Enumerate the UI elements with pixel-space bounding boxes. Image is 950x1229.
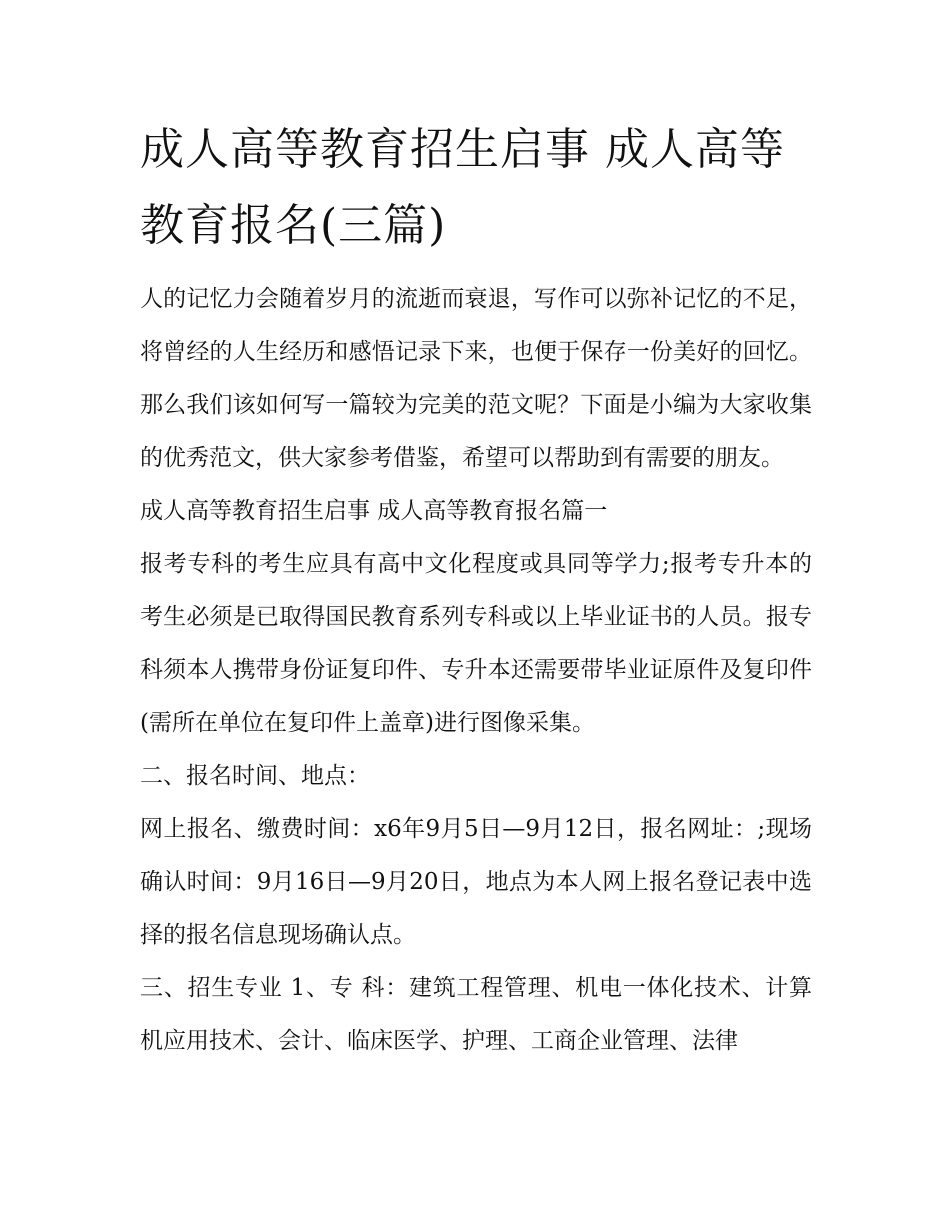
document-title: 成人高等教育招生启事 成人高等教育报名(三篇) (140, 124, 785, 251)
eligibility-paragraph: 报考专科的考生应具有高中文化程度或具同等学力;报考专升本的考生必须是已取得国民教育系列专科或以上毕业证书的人员。报专科须本人携带身份证复印件、专升本还需要带毕业证原件及复印件(需所在单位在复印件上盖章)进行图像采集。 (140, 551, 812, 736)
registration-paragraph: 网上报名、缴费时间：x6年9月5日—9月12日，报名网址：;现场确认时间：9月16日—9月20日，地点为本人网上报名登记表中选择的报名信息现场确认点。 (140, 816, 812, 948)
document-body (140, 273, 812, 1068)
intro-paragraph: 人的记忆力会随着岁月的流逝而衰退，写作可以弥补记忆的不足，将曾经的人生经历和感悟记录下来，也便于保存一份美好的回忆。那么我们该如何写一篇较为完美的范文呢？下面是小编为大家收集的优秀范文，供大家参考借鉴，希望可以帮助到有需要的朋友。 (140, 286, 812, 471)
majors-paragraph: 三、招生专业 1、专 科：建筑工程管理、机电一体化技术、计算机应用技术、会计、临床医学、护理、工商企业管理、法律 (140, 975, 812, 1054)
section-heading: 成人高等教育招生启事 成人高等教育报名篇一 (140, 498, 608, 524)
registration-heading: 二、报名时间、地点： (140, 763, 370, 789)
